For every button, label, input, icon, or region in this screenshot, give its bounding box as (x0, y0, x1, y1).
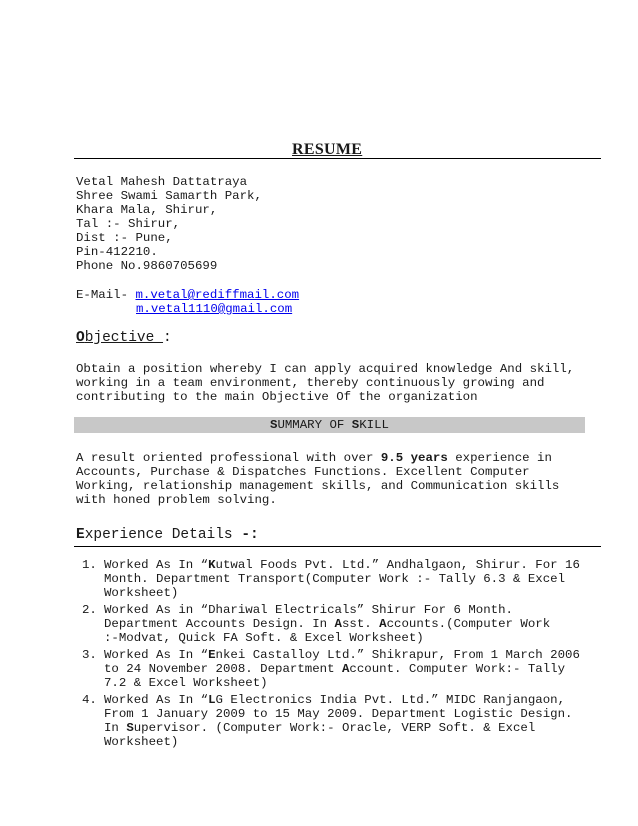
experience-item (80, 648, 600, 690)
experience-item (80, 558, 600, 600)
address-line: Khara Mala, Shirur, (76, 203, 218, 217)
address-line: Dist :- Pune, (76, 231, 173, 245)
item-line: From 1 January 2009 to 15 May 2009. Department Logistic Design. (104, 707, 573, 721)
email-label: E-Mail- (76, 288, 136, 302)
item-line: Worksheet) (104, 586, 179, 600)
item-line: 7.2 & Excel Worksheet) (104, 676, 268, 690)
summary-of-skill-bar (74, 417, 585, 433)
summary-text: with honed problem solving. (76, 493, 277, 507)
email-row (76, 288, 299, 302)
item-line: to 24 November 2008. Department Account. Computer Work:- Tally (104, 662, 566, 676)
experience-heading-initial: E (76, 527, 85, 543)
item-number: 2. (82, 603, 97, 617)
email-link-2[interactable]: m.vetal1110@gmail.com (136, 302, 293, 316)
summary-text: Working, relationship management skills, and Communication skills (76, 479, 560, 493)
summary-text (76, 451, 552, 465)
experience-rule (74, 546, 601, 547)
item-line: Worked As In “LG Electronics India Pvt. Ltd.” MIDC Ranjangaon, (104, 693, 566, 707)
objective-text: Obtain a position whereby I can apply acquired knowledge And skill, (76, 362, 575, 376)
item-number: 4. (82, 693, 97, 707)
summary-bar-initial-2: S (351, 418, 360, 432)
summary-text: Accounts, Purchase & Dispatches Functions. Excellent Computer (76, 465, 530, 479)
experience-item (80, 603, 600, 645)
email-row-2 (136, 302, 292, 316)
summary-text-part: experience in (447, 451, 552, 465)
objective-heading-initial: O (76, 330, 85, 346)
item-number: 3. (82, 648, 97, 662)
address-line: Tal :- Shirur, (76, 217, 181, 231)
item-line: Worked As in “Dhariwal Electricals” Shirur For 6 Month. (104, 603, 513, 617)
item-number: 1. (82, 558, 97, 572)
resume-title: RESUME (292, 141, 363, 158)
address-line: Pin-412210. (76, 245, 158, 259)
item-line: Worksheet) (104, 735, 179, 749)
objective-heading-colon: : (163, 330, 172, 346)
address-name: Vetal Mahesh Dattatraya (76, 175, 248, 189)
experience-list (80, 558, 600, 752)
phone-line: Phone No.9860705699 (76, 259, 218, 273)
email-link-1[interactable]: m.vetal@rediffmail.com (135, 288, 300, 302)
summary-text-part: A result oriented professional with over (76, 451, 381, 465)
experience-heading (76, 527, 259, 543)
summary-bar-text: UMMARY OF (277, 418, 352, 432)
objective-text: working in a team environment, thereby continuously growing and (76, 376, 545, 390)
objective-heading (76, 330, 172, 346)
item-line: Worked As In “Enkei Castalloy Ltd.” Shikrapur, From 1 March 2006 (104, 648, 580, 662)
item-line: Month. Department Transport(Computer Work :- Tally 6.3 & Excel (104, 572, 566, 586)
summary-bar-initial: S (270, 418, 278, 432)
objective-text: contributing to the main Objective Of the organization (76, 390, 478, 404)
experience-heading-end: -: (241, 527, 259, 543)
item-line: :-Modvat, Quick FA Soft. & Excel Worksheet) (104, 631, 424, 645)
summary-bar-text-2: KILL (359, 418, 389, 432)
objective-heading-text: bjective (84, 330, 164, 346)
experience-heading-text: xperience Details (84, 527, 242, 543)
summary-years: 9.5 years (380, 451, 448, 465)
item-line: In Supervisor. (Computer Work:- Oracle, VERP Soft. & Excel (104, 721, 536, 735)
title-rule (74, 158, 601, 159)
item-line: Worked As In “Kutwal Foods Pvt. Ltd.” Andhalgaon, Shirur. For 16 (104, 558, 580, 572)
experience-item (80, 693, 600, 749)
item-line: Department Accounts Design. In Asst. Accounts.(Computer Work (104, 617, 551, 631)
address-line: Shree Swami Samarth Park, (76, 189, 262, 203)
